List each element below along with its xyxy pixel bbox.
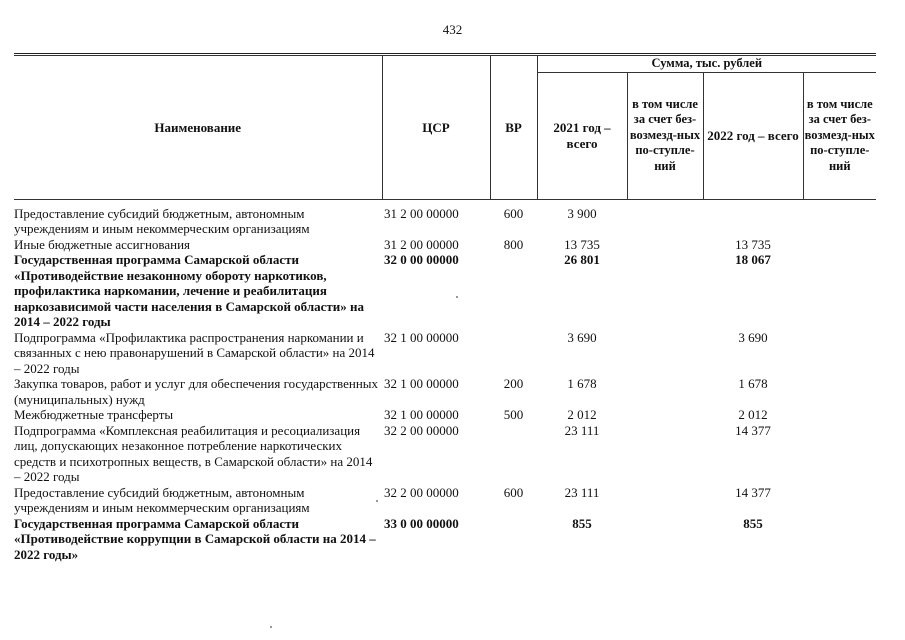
row-name: Подпрограмма «Комплексная реабилитация и ресоциализация лиц, допускающих незаконное потребление наркотических средств и психотропных веществ, в Самарской области» на 2014 – 2022 годы xyxy=(14,422,373,484)
header-2021-total: 2021 год – всего xyxy=(537,72,627,199)
table-row xyxy=(14,199,876,237)
row-2021-gratuitous xyxy=(627,485,703,516)
scan-speck xyxy=(376,500,378,502)
row-vr: 600 xyxy=(503,484,524,500)
row-2021-gratuitous xyxy=(627,376,703,407)
row-2022-gratuitous xyxy=(803,252,876,330)
row-2021-total: 23 111 xyxy=(564,422,600,438)
header-name: Наименование xyxy=(14,56,382,200)
row-name: Государственная программа Самарской области «Противодействие коррупции в Самарской области на 2014 – 2022 годы» xyxy=(14,515,376,562)
table-row xyxy=(14,407,876,423)
row-2022-gratuitous xyxy=(803,330,876,377)
table-row xyxy=(14,252,876,330)
row-vr xyxy=(490,516,537,563)
header-csr: ЦСР xyxy=(382,56,490,200)
row-csr: 32 1 00 00000 xyxy=(384,376,459,391)
row-2022-gratuitous xyxy=(803,423,876,485)
row-csr: 33 0 00 00000 xyxy=(384,515,459,531)
row-2022-gratuitous xyxy=(803,199,876,237)
scan-speck xyxy=(456,296,458,298)
table-row xyxy=(14,423,876,485)
row-2022-gratuitous xyxy=(803,485,876,516)
row-2021-total: 23 111 xyxy=(564,484,600,500)
row-2022-total: 13 735 xyxy=(735,236,771,252)
table-row xyxy=(14,330,876,377)
row-vr xyxy=(490,330,537,377)
row-name: Государственная программа Самарской области «Противодействие незаконному обороту наркотиков, профилактика наркомании, лечение и реабилитация наркозависимой части населения в Самарской области» на 2014 – 2022 годы xyxy=(14,252,365,329)
row-2021-total: 1 678 xyxy=(567,376,597,391)
row-2022-total xyxy=(703,199,803,237)
row-2021-total: 3 900 xyxy=(567,205,597,221)
row-csr: 32 1 00 00000 xyxy=(384,329,459,345)
row-csr: 32 2 00 00000 xyxy=(384,484,459,500)
row-2021-total: 2 012 xyxy=(567,407,597,422)
page-number: 432 xyxy=(442,22,463,37)
table-row xyxy=(14,237,876,253)
row-vr xyxy=(490,252,537,330)
row-2021-total: 3 690 xyxy=(567,329,597,345)
row-2021-gratuitous xyxy=(627,252,703,330)
row-2021-gratuitous xyxy=(627,237,703,253)
header-2022-total: 2022 год – всего xyxy=(703,72,803,199)
row-name: Предоставление субсидий бюджетным, автономным учреждениям и иным некоммерческим организациям xyxy=(14,205,310,236)
scan-speck xyxy=(270,626,272,628)
row-vr: 800 xyxy=(503,236,524,252)
header-vr: ВР xyxy=(490,56,537,200)
table-row xyxy=(14,516,876,563)
row-2021-total: 26 801 xyxy=(564,252,600,267)
row-vr xyxy=(490,423,537,485)
row-vr: 200 xyxy=(503,376,524,391)
row-2022-total: 1 678 xyxy=(738,376,768,391)
budget-table xyxy=(14,55,876,562)
row-2022-gratuitous xyxy=(803,407,876,423)
row-name: Подпрограмма «Профилактика распространения наркомании и связанных с нею правонарушений в Самарской области» на 2014 – 2022 годы xyxy=(14,329,375,376)
header-sum-title: Сумма, тыс. рублей xyxy=(537,56,876,73)
row-2022-total: 2 012 xyxy=(738,407,768,422)
row-2022-gratuitous xyxy=(803,516,876,563)
row-2022-total: 855 xyxy=(743,515,763,531)
row-csr: 32 2 00 00000 xyxy=(384,422,459,438)
row-vr: 500 xyxy=(503,407,524,422)
row-2021-gratuitous xyxy=(627,199,703,237)
row-name: Межбюджетные трансферты xyxy=(14,407,174,422)
row-2021-gratuitous xyxy=(627,423,703,485)
row-vr: 600 xyxy=(503,205,524,221)
header-2022-gratuitous: в том числе за счет без-возмезд-ных по-ступле-ний xyxy=(803,72,876,199)
row-csr: 32 1 00 00000 xyxy=(384,407,459,422)
row-csr: 31 2 00 00000 xyxy=(384,205,459,221)
row-2022-total: 3 690 xyxy=(738,329,768,345)
row-2021-gratuitous xyxy=(627,516,703,563)
row-csr: 31 2 00 00000 xyxy=(384,236,459,252)
row-2021-total: 855 xyxy=(572,515,592,531)
top-rule xyxy=(14,53,876,54)
table-row xyxy=(14,376,876,407)
row-2022-gratuitous xyxy=(803,376,876,407)
row-2022-total: 18 067 xyxy=(735,252,771,267)
row-csr: 32 0 00 00000 xyxy=(384,252,459,267)
row-2021-total: 13 735 xyxy=(564,236,600,252)
table-row xyxy=(14,485,876,516)
row-2021-gratuitous xyxy=(627,407,703,423)
row-name: Закупка товаров, работ и услуг для обеспечения государственных (муниципальных) нужд xyxy=(14,376,379,407)
row-2022-total: 14 377 xyxy=(735,422,771,438)
header-2021-gratuitous: в том числе за счет без-возмезд-ных по-ступле-ний xyxy=(627,72,703,199)
row-2022-total: 14 377 xyxy=(735,484,771,500)
row-2021-gratuitous xyxy=(627,330,703,377)
row-name: Иные бюджетные ассигнования xyxy=(14,236,191,252)
row-2022-gratuitous xyxy=(803,237,876,253)
row-name: Предоставление субсидий бюджетным, автономным учреждениям и иным некоммерческим организациям xyxy=(14,484,310,515)
